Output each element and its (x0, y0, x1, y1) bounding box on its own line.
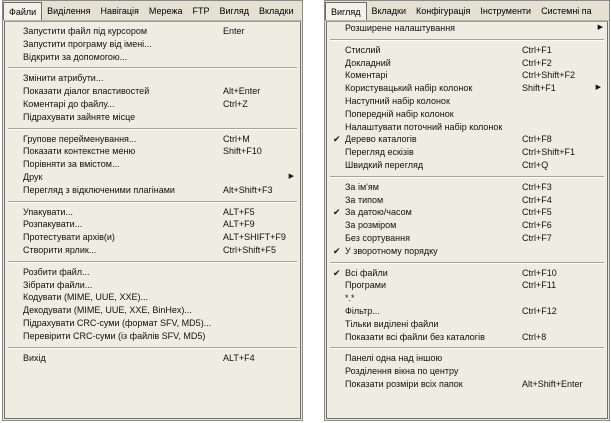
menu-item[interactable] (5, 279, 300, 292)
menu-item-label: Розпакувати... (23, 219, 83, 230)
chevron-right-icon (598, 22, 603, 35)
menu-item-label: Запустити файл під курсором (23, 26, 148, 36)
menu-item[interactable] (5, 158, 300, 171)
menu-item[interactable] (5, 266, 300, 279)
menu-item-label: Показати діалог властивостей (23, 86, 150, 97)
menubar-item-0[interactable]: Файли (3, 2, 42, 20)
menu-item-shortcut: Ctrl+F3 (522, 181, 552, 192)
menu-separator (327, 343, 607, 352)
menu-item[interactable] (327, 146, 607, 159)
menu-item[interactable] (5, 330, 300, 343)
menu-item-label: Панелі одна над іншою (345, 353, 443, 364)
menu-item-shortcut: Enter (223, 26, 245, 36)
menu-item[interactable] (5, 145, 300, 158)
menu-item-shortcut: Ctrl+Shift+F5 (223, 244, 277, 255)
menu-item[interactable] (5, 244, 300, 257)
menu-item-label: Групове перейменування... (23, 133, 137, 144)
menu-item-shortcut: ALT+SHIFT+F9 (223, 232, 286, 243)
menu-item[interactable] (327, 267, 607, 280)
file-menu-window (2, 0, 303, 421)
menu-separator (327, 172, 607, 181)
menu-item[interactable] (5, 304, 300, 317)
menu-bar (3, 1, 302, 21)
chevron-right-icon (289, 171, 294, 184)
menu-item[interactable] (327, 121, 607, 134)
menubar-item-1[interactable]: Виділення (47, 6, 91, 16)
menu-item-label: Тільки виділені файли (345, 318, 439, 329)
menu-item[interactable] (5, 25, 300, 38)
menu-item[interactable] (5, 38, 300, 51)
menu-item[interactable] (5, 111, 300, 124)
checkmark-icon: ✔ (333, 134, 341, 145)
menubar-item-3[interactable]: Інструменти (480, 6, 532, 16)
menu-item-label: Налаштувати поточний набір колонок (345, 121, 503, 132)
menu-item-shortcut: Ctrl+F1 (522, 44, 552, 55)
menu-item-shortcut: Ctrl+M (223, 133, 250, 144)
menu-item-shortcut: Ctrl+Shift+F1 (522, 147, 576, 158)
menu-item-label: Підрахувати CRC-суми (формат SFV, MD5)... (23, 317, 212, 328)
menu-item[interactable] (327, 352, 607, 365)
menu-item-shortcut: Shift+F10 (223, 146, 262, 157)
menu-item[interactable] (327, 378, 607, 391)
menu-item[interactable] (327, 365, 607, 378)
menu-item-label: Перевірити CRC-суми (із файлів SFV, MD5) (23, 330, 206, 341)
menu-item[interactable] (327, 331, 607, 344)
menu-item-label: За типом (345, 194, 384, 205)
menubar-item-6[interactable]: Вкладки (258, 6, 294, 16)
menu-item-label: Швидкий перегляд (345, 159, 424, 170)
menu-item-shortcut: Ctrl+F5 (522, 207, 552, 218)
menu-item-label: Показати контекстне меню (23, 146, 136, 157)
menu-bar (325, 1, 609, 21)
menu-item-label: Зібрати файли... (23, 279, 93, 290)
menu-item[interactable] (327, 206, 607, 219)
menu-item[interactable] (327, 292, 607, 305)
menu-item[interactable] (5, 291, 300, 304)
menubar-item-4[interactable]: Системні па (541, 6, 592, 16)
menu-item[interactable] (327, 245, 607, 258)
menu-item[interactable] (327, 95, 607, 108)
menu-item-label: Створити ярлик... (23, 244, 97, 255)
menu-item-label: Протестувати архів(и) (23, 232, 115, 243)
menu-item-label: За датою/часом (345, 207, 412, 218)
menu-separator (327, 258, 607, 267)
menu-item-shortcut: Ctrl+F12 (522, 305, 557, 316)
menu-item[interactable] (327, 181, 607, 194)
view-menu-dropdown (326, 21, 608, 419)
advanced-settings-submenu[interactable] (327, 22, 607, 35)
menu-item[interactable] (327, 133, 607, 146)
menu-item[interactable] (327, 219, 607, 232)
menu-item-label: Коментарі до файлу... (23, 98, 115, 109)
menu-item-shortcut: Ctrl+Shift+F2 (522, 70, 576, 81)
menu-item[interactable] (5, 85, 300, 98)
menu-item-label: Запустити програму від імені... (23, 38, 152, 49)
menu-item[interactable] (5, 231, 300, 244)
checkmark-icon: ✔ (333, 267, 341, 278)
menu-item-shortcut: Ctrl+F8 (522, 134, 552, 145)
menu-item-shortcut: ALT+F4 (223, 352, 255, 363)
file-menu-dropdown (4, 21, 301, 419)
menu-item-shortcut: Alt+Enter (223, 86, 261, 97)
menubar-item-0[interactable]: Вигляд (325, 2, 367, 20)
menu-item-label: У зворотному порядку (345, 245, 438, 256)
menu-item[interactable] (5, 352, 300, 365)
menu-item-shortcut: Ctrl+F11 (522, 280, 557, 291)
menu-item-label: Докладний (345, 57, 391, 68)
menu-item-label: Розділення вікна по центру (345, 366, 459, 377)
menu-item[interactable] (327, 44, 607, 57)
menu-item-label: Друк (23, 171, 43, 182)
menu-item-label: Змінити атрибути... (23, 73, 104, 84)
menu-item-label: Перегляд з відключеними плагінами (23, 184, 175, 195)
menu-item[interactable] (327, 57, 607, 70)
menu-item-label: Без сортування (345, 232, 410, 243)
menu-item-shortcut: Alt+Shift+Enter (522, 378, 583, 389)
menu-separator (5, 257, 300, 266)
menu-item-label: За розміром (345, 220, 397, 231)
menu-item-label: Декодувати (MIME, UUE, XXE, BinHex)... (23, 305, 192, 316)
menubar-item-2[interactable]: Навігація (100, 6, 139, 16)
menu-item-shortcut: ALT+F9 (223, 219, 255, 230)
menu-item-label: Фільтр... (345, 305, 380, 316)
menu-item-shortcut: Shift+F1 (522, 83, 556, 94)
menu-item-label: За ім'ям (345, 181, 379, 192)
menu-item[interactable] (5, 51, 300, 64)
menu-item-shortcut: Ctrl+Z (223, 98, 248, 109)
menu-item[interactable] (5, 72, 300, 85)
menubar-item-4[interactable]: FTP (192, 6, 210, 16)
menu-item[interactable] (327, 82, 607, 95)
menu-item-label: Кодувати (MIME, UUE, XXE)... (23, 292, 148, 303)
menu-item-shortcut: ALT+F5 (223, 206, 255, 217)
menu-item-label: Стислий (345, 44, 381, 55)
menu-item[interactable] (327, 69, 607, 82)
menubar-item-1[interactable]: Вкладки (371, 6, 407, 16)
menu-item[interactable] (327, 194, 607, 207)
menu-item[interactable] (327, 305, 607, 318)
menu-item-label: Користувацький набір колонок (345, 83, 473, 94)
menu-item[interactable] (5, 133, 300, 146)
checkmark-icon: ✔ (333, 207, 341, 218)
menu-item-label: Упакувати... (23, 206, 73, 217)
menu-item[interactable] (327, 159, 607, 172)
menu-item-shortcut: Ctrl+F6 (522, 220, 552, 231)
menu-item-label: Показати всі файли без каталогів (345, 331, 485, 342)
checkmark-icon: ✔ (333, 245, 341, 256)
menu-item[interactable] (5, 184, 300, 197)
menu-item-shortcut: Ctrl+F10 (522, 267, 557, 278)
menu-item-label: Програми (345, 280, 386, 291)
menu-item-shortcut: Ctrl+Q (522, 159, 549, 170)
menu-item-label: Перегляд ескізів (345, 147, 414, 158)
menu-item[interactable] (327, 279, 607, 292)
menu-item[interactable] (327, 232, 607, 245)
menu-item[interactable] (5, 171, 300, 184)
menubar-item-2[interactable]: Конфігурація (416, 6, 471, 16)
menu-item[interactable] (327, 108, 607, 121)
menu-item-label: Всі файли (345, 267, 388, 278)
menu-item-label: Розбити файл... (23, 266, 90, 277)
chevron-right-icon (596, 82, 601, 95)
menu-item-label: Розширене налаштування (345, 23, 456, 33)
menu-separator (5, 343, 300, 352)
menu-separator (5, 197, 300, 206)
menu-item-label: Підрахувати зайняте місце (23, 111, 136, 122)
menu-item-shortcut: Ctrl+F2 (522, 57, 552, 68)
menu-item-shortcut: Ctrl+F7 (522, 232, 552, 243)
menu-item[interactable] (5, 206, 300, 219)
menu-item[interactable] (5, 218, 300, 231)
menu-item-label: *.* (345, 293, 355, 304)
menu-item-label: Показати розміри всіх папок (345, 378, 463, 389)
menu-item[interactable] (5, 98, 300, 111)
menu-item-label: Наступний набір колонок (345, 95, 450, 106)
menu-separator (327, 35, 607, 44)
view-menu-window (324, 0, 610, 421)
menu-item-shortcut: Ctrl+8 (522, 331, 547, 342)
menu-item-label: Коментарі (345, 70, 388, 81)
menu-item-label: Попередній набір колонок (345, 108, 454, 119)
menu-item[interactable] (5, 317, 300, 330)
menubar-item-5[interactable]: Вигляд (219, 6, 249, 16)
menubar-item-3[interactable]: Мережа (148, 6, 183, 16)
menu-separator (5, 63, 300, 72)
menu-item-label: Дерево каталогів (345, 134, 417, 145)
menu-item-label: Відкрити за допомогою... (23, 51, 128, 62)
menu-item-label: Порівняти за вмістом... (23, 159, 120, 170)
menu-item-shortcut: Ctrl+F4 (522, 194, 552, 205)
menu-item-shortcut: Alt+Shift+F3 (223, 184, 273, 195)
menu-item[interactable] (327, 318, 607, 331)
menu-item-label: Вихід (23, 352, 46, 363)
menu-separator (5, 124, 300, 133)
